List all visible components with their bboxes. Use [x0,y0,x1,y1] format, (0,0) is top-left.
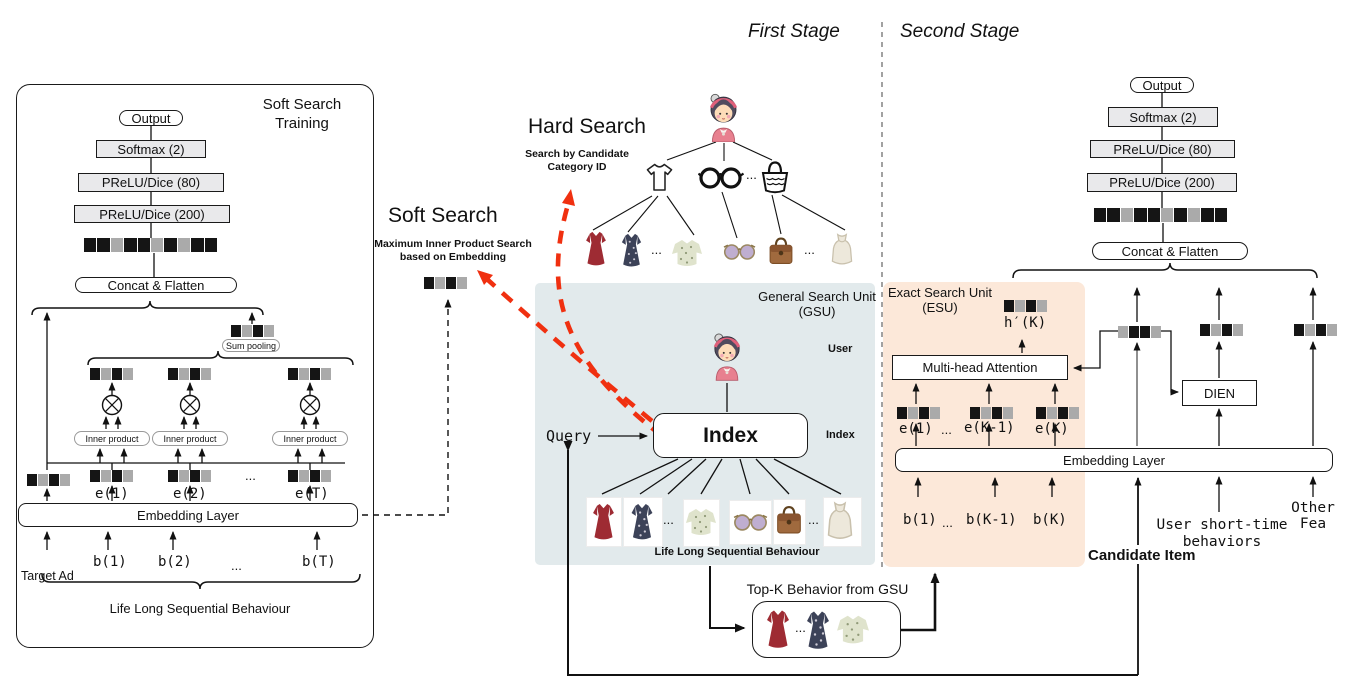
floral-blouse-item-icon [672,240,702,266]
dien-box: DIEN [1182,380,1257,406]
hard-search-sub1: Search by Candidate [525,148,629,160]
esu-mha-box: Multi-head Attention [892,355,1068,380]
right-prelu80-box: PReLU/Dice (80) [1090,140,1235,158]
tshirt-category-icon [647,164,671,190]
right-softmax-box: Softmax (2) [1108,107,1218,127]
left-prelu200-box: PReLU/Dice (200) [74,205,230,223]
gsu-index-box: Index [653,413,808,458]
second-stage-label: Second Stage [900,21,1020,42]
gsu-item-icons [586,497,866,547]
dien-out-vector [1200,324,1244,336]
right-output-box: Output [1130,77,1194,93]
hard-search-title: Hard Search [528,115,646,138]
e1-vector [90,470,134,482]
right-concat-box: Concat & Flatten [1092,242,1248,260]
left-embedding-layer: Embedding Layer [18,503,358,527]
esu-ek-vector [1036,407,1080,419]
left-behaviour-label: Life Long Sequential Behaviour [109,601,291,616]
left-concat-vector [84,238,218,252]
soft-search-sub2: based on Embedding [399,251,507,263]
esu-hk-vector [1004,300,1048,312]
inner-product-box-3: Inner product [272,431,348,446]
e2-vector [168,470,212,482]
user-avatar-icon [711,94,736,142]
navy-dress-item-icon [622,234,641,267]
sum-pooling-vector [231,325,275,337]
left-output-box: Output [119,110,183,126]
inner-product-box-2: Inner product [152,431,228,446]
left-box-title: Soft Search Training [262,96,342,132]
topk-item-icons [752,601,901,658]
left-softmax-box: Softmax (2) [96,140,206,158]
right-prelu200-box: PReLU/Dice (200) [1087,173,1237,192]
esu-title: Exact Search Unit (ESU) [887,285,993,315]
sunglasses-item-icon [724,245,755,259]
gsu-index-side-label: Index [826,429,855,441]
e-dots: ... [245,468,256,483]
b2-label: b(2) [158,554,192,570]
esu-ek1-label: e(K-1) [964,420,1015,436]
leaf-dots-2: ... [804,242,815,257]
e2-label: e(2) [173,486,207,502]
soft-search-dashed-link [362,300,448,515]
b-dots: ... [231,558,242,573]
red-dress-item-icon [586,232,606,266]
other-fea-label: Other Fea [1291,500,1335,532]
attn-out-vector-2 [168,368,212,380]
category-dots: ... [746,167,757,182]
eT-vector [288,470,332,482]
left-prelu80-box: PReLU/Dice (80) [78,173,224,192]
handbag-item-icon [770,239,792,264]
esu-bk1-label: b(K-1) [966,512,1017,528]
glasses-category-icon [699,169,744,187]
right-embedding-layer: Embedding Layer [895,448,1333,472]
hard-search-sub2: Category ID [547,161,607,173]
esu-e1-label: e(1) [899,421,933,437]
esu-e1-vector [897,407,941,419]
soft-search-sub1: Maximum Inner Product Search [374,238,532,250]
esu-hk-label: h′(K) [1004,315,1047,331]
b1-label: b(1) [93,554,127,570]
user-short-time-label: User short-time behaviors [1156,517,1288,550]
sum-pooling-box: Sum pooling [222,339,280,352]
gsu-title: General Search Unit (GSU) [758,289,876,319]
gsu-query-label: Query [546,427,592,445]
target-ad-label: Target Ad [21,569,74,583]
first-stage-label: First Stage [748,21,840,42]
candidate-vector [1118,326,1162,338]
topk-dots: ... [795,620,806,635]
gsu-behaviour-label: Life Long Sequential Behaviour [654,546,820,558]
esu-ek1-vector [970,407,1014,419]
esu-b1-label: b(1) [903,512,937,528]
basket-category-icon [763,163,787,193]
gsu-items-dots-2: ... [808,512,819,527]
soft-search-title: Soft Search [388,204,498,227]
esu-e-dots: ... [941,422,952,437]
esu-b-dots: ... [942,515,953,530]
e1-label: e(1) [95,486,129,502]
white-bag-item-icon [832,235,851,264]
attn-out-vector-1 [90,368,134,380]
soft-search-vector [424,277,468,289]
candidate-item-label: Candidate Item [1085,547,1199,564]
eT-label: e(T) [295,486,329,502]
target-ad-vector [27,474,71,486]
otherfea-vector [1294,324,1338,336]
gsu-items-dots-1: ... [663,512,674,527]
bT-label: b(T) [302,554,336,570]
gsu-user-label: User [828,343,853,355]
right-concat-vector [1094,208,1228,222]
esu-ek-label: e(K) [1035,421,1069,437]
esu-bk-label: b(K) [1033,512,1067,528]
leaf-dots-1: ... [651,242,662,257]
left-concat-box: Concat & Flatten [75,277,237,293]
topk-label: Top-K Behavior from GSU [746,581,909,597]
attn-out-vector-3 [288,368,332,380]
inner-product-box-1: Inner product [74,431,150,446]
